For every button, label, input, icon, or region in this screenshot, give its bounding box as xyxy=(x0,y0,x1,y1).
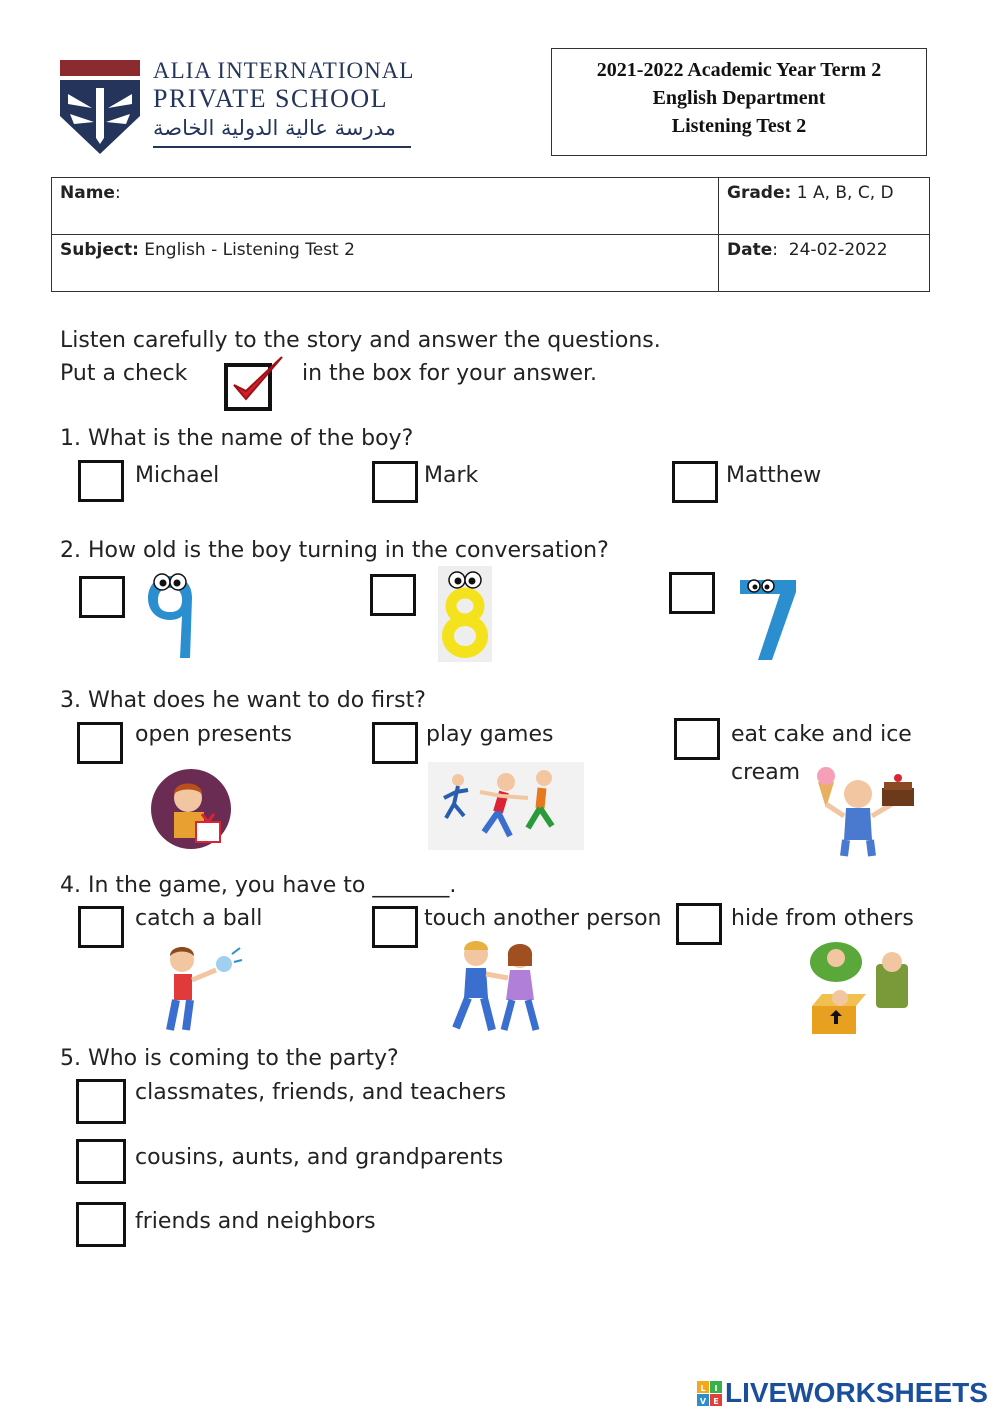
q5-option-b-checkbox[interactable] xyxy=(76,1139,126,1184)
name-label: Name xyxy=(60,183,115,203)
instruction-line1: Listen carefully to the story and answer the questions. xyxy=(60,328,661,353)
grade-cell xyxy=(719,178,930,235)
play-games-icon xyxy=(428,762,584,850)
date-label: Date xyxy=(727,240,773,260)
date-separator: : xyxy=(772,240,778,260)
q5-option-a-label: classmates, friends, and teachers xyxy=(135,1080,507,1105)
school-name-line2: PRIVATE SCHOOL xyxy=(153,84,389,113)
q1-option-b-checkbox[interactable] xyxy=(372,461,418,503)
q1-option-a-checkbox[interactable] xyxy=(78,460,124,502)
q3-option-a-label: open presents xyxy=(135,722,292,747)
department: English Department xyxy=(652,87,826,109)
open-presents-icon xyxy=(150,768,232,850)
q5-option-b-label: cousins, aunts, and grandparents xyxy=(135,1145,504,1170)
q3-option-c-label-line2: cream xyxy=(731,760,801,785)
question-2: 2. How old is the boy turning in the conversation? xyxy=(60,538,609,563)
svg-text:I: I xyxy=(714,1384,718,1393)
date-cell xyxy=(719,235,930,292)
touch-person-icon xyxy=(446,938,544,1034)
q3-option-b-checkbox[interactable] xyxy=(372,722,418,764)
question-1: 1. What is the name of the boy? xyxy=(60,426,414,451)
q2-option-c-checkbox[interactable] xyxy=(669,572,715,614)
number-eight-icon xyxy=(438,566,492,662)
q4-option-b-label: touch another person xyxy=(424,906,662,931)
q1-option-a-label: Michael xyxy=(135,463,220,488)
cake-ice-cream-icon xyxy=(808,760,918,862)
svg-text:L: L xyxy=(700,1384,706,1393)
date-value: 24-02-2022 xyxy=(788,240,888,260)
q3-option-b-label: play games xyxy=(426,722,554,747)
hide-from-others-icon xyxy=(806,936,914,1036)
q5-option-a-checkbox[interactable] xyxy=(76,1079,126,1124)
liveworksheets-logo-icon xyxy=(697,1381,723,1407)
q4-option-b-checkbox[interactable] xyxy=(372,906,418,948)
q4-option-c-checkbox[interactable] xyxy=(676,903,722,945)
q4-option-c-label: hide from others xyxy=(731,906,914,931)
q3-option-c-checkbox[interactable] xyxy=(674,718,720,760)
q4-option-a-checkbox[interactable] xyxy=(78,906,124,948)
subject-cell xyxy=(52,235,719,292)
question-5: 5. Who is coming to the party? xyxy=(60,1046,399,1071)
q4-option-a-label: catch a ball xyxy=(135,906,263,931)
academic-year: 2021-2022 Academic Year Term 2 xyxy=(596,59,882,81)
svg-text:E: E xyxy=(713,1397,719,1406)
test-header-box xyxy=(551,48,927,156)
logo-underline xyxy=(153,146,411,148)
liveworksheets-brand-text: LIVEWORKSHEETS xyxy=(725,1377,988,1408)
school-crest-icon xyxy=(58,58,142,156)
q5-option-c-checkbox[interactable] xyxy=(76,1202,126,1247)
student-info-table xyxy=(51,177,930,292)
instruction-line2-end: in the box for your answer. xyxy=(302,361,598,386)
q3-option-a-checkbox[interactable] xyxy=(77,722,123,764)
number-nine-icon xyxy=(140,568,200,660)
q3-option-c-label-line1: eat cake and ice xyxy=(731,722,912,747)
instruction-line2-start: Put a check xyxy=(60,361,188,386)
subject-label: Subject: xyxy=(60,240,139,260)
q2-option-b-checkbox[interactable] xyxy=(370,574,416,616)
catch-ball-icon xyxy=(152,940,244,1034)
number-seven-icon xyxy=(738,574,798,660)
subject-value: English - Listening Test 2 xyxy=(144,240,355,260)
liveworksheets-logo[interactable] xyxy=(697,1376,997,1412)
q1-option-c-checkbox[interactable] xyxy=(672,461,718,503)
q2-option-a-checkbox[interactable] xyxy=(79,576,125,618)
grade-label: Grade: xyxy=(727,183,792,203)
checkmark-example-icon xyxy=(222,355,286,413)
school-name-line1: ALIA INTERNATIONAL xyxy=(153,58,415,83)
question-4: 4. In the game, you have to _______. xyxy=(60,873,457,898)
name-separator: : xyxy=(114,183,121,203)
grade-value: 1 A, B, C, D xyxy=(796,183,894,203)
name-cell[interactable] xyxy=(52,178,719,235)
q5-option-c-label: friends and neighbors xyxy=(135,1209,376,1234)
q1-option-c-label: Matthew xyxy=(726,463,822,488)
q1-option-b-label: Mark xyxy=(424,463,479,488)
svg-text:V: V xyxy=(699,1397,707,1406)
test-title: Listening Test 2 xyxy=(671,115,807,137)
school-logo xyxy=(58,58,418,158)
question-3: 3. What does he want to do first? xyxy=(60,688,426,713)
school-name-arabic: مدرسة عالية الدولية الخاصة xyxy=(153,116,396,140)
